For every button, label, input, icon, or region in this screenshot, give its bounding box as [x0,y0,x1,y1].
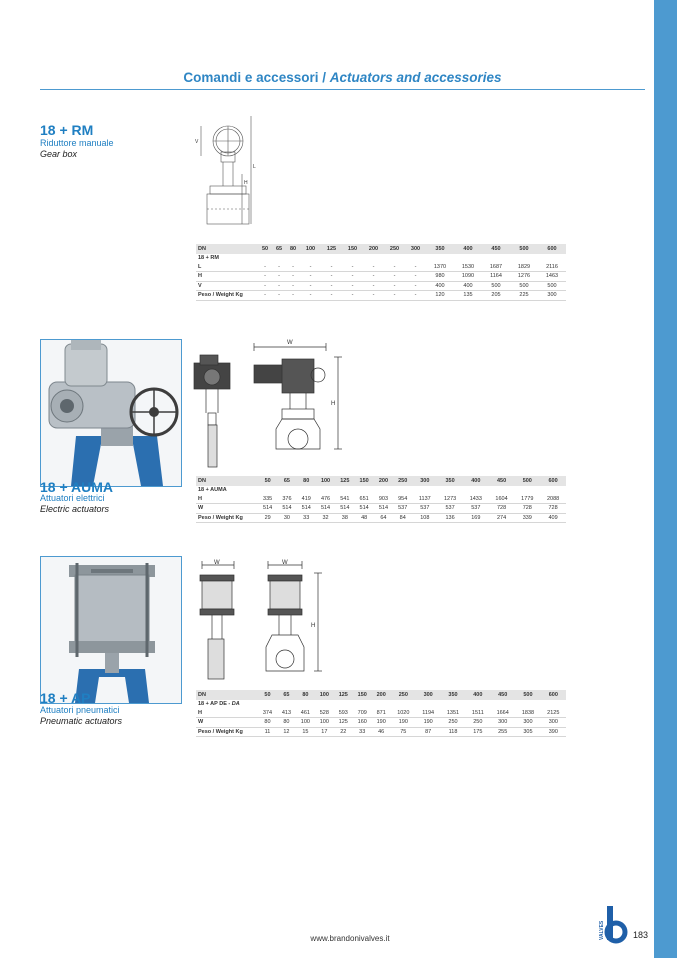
table-cell: 500 [482,281,510,291]
section-auma-subtitle-it: Attuatori elettrici [40,493,105,503]
table-cell: 728 [489,504,515,514]
table-subtitle-row [196,254,566,262]
auma-dimensions-table [196,476,566,523]
table-cell: - [384,281,405,291]
footer-website-url: www.brandonivalves.it [310,934,390,943]
table-cell: 2125 [541,708,566,718]
table-row [196,281,566,291]
header-cell: 450 [482,244,510,254]
table-subtitle-row [196,700,566,708]
table-cell: 537 [393,504,412,514]
table-cell: - [286,262,300,272]
table-cell: 400 [426,281,454,291]
table-cell: - [384,262,405,272]
table-cell: 413 [277,708,296,718]
row-label: W [196,718,258,728]
table-cell: 954 [393,494,412,504]
table-cell: 514 [258,504,277,514]
table-cell: 250 [466,718,490,728]
table-row [196,504,566,514]
table-cell: 500 [510,281,538,291]
table-cell: 1164 [482,272,510,282]
table-cell: 75 [391,727,416,737]
table-cell: 1194 [416,708,440,718]
table-cell: 136 [437,513,463,523]
table-cell: - [300,272,321,282]
header-cell: 100 [316,476,335,486]
dim-label-h: H [331,401,336,407]
table-cell: 903 [374,494,393,504]
table-cell: 300 [490,718,515,728]
table-cell: 87 [416,727,440,737]
header-cell: 300 [412,476,437,486]
pneumatic-actuator-technical-drawing [190,555,326,687]
table-cell: 728 [540,504,566,514]
table-cell: 300 [541,718,566,728]
table-cell: 160 [353,718,372,728]
header-cell: 300 [416,690,440,700]
table-header-row [196,476,566,486]
table-cell: 48 [354,513,373,523]
header-cell: 150 [342,244,363,254]
header-cell: 500 [510,244,538,254]
table-cell: 1433 [463,494,489,504]
table-cell: 274 [489,513,515,523]
table-cell: 528 [315,708,334,718]
table-cell: 80 [258,718,277,728]
header-cell: 250 [391,690,416,700]
table-cell: 1664 [490,708,515,718]
table-cell: 1511 [466,708,490,718]
table-cell: 500 [538,281,566,291]
dim-label-w: W [214,560,220,566]
header-cell: 300 [405,244,426,254]
table-row [196,272,566,282]
table-cell: - [405,262,426,272]
table-cell: 80 [277,718,296,728]
table-cell: 335 [258,494,277,504]
table-cell: 33 [297,513,316,523]
header-cell: 450 [489,476,515,486]
header-cell: 400 [463,476,489,486]
section-ap-title: 18 + AP [40,690,91,706]
table-cell: 1020 [391,708,416,718]
table-subtitle [196,700,566,708]
header-cell: 400 [454,244,482,254]
table-cell: - [363,272,384,282]
table-cell: 593 [334,708,353,718]
table-cell: 38 [335,513,354,523]
table-cell: - [272,262,286,272]
header-cell: 50 [258,476,277,486]
table-cell: - [342,272,363,282]
table-cell: 514 [316,504,335,514]
table-cell: 17 [315,727,334,737]
header-cell: 600 [538,244,566,254]
table-cell: 84 [393,513,412,523]
table-cell: 118 [440,727,465,737]
table-cell: - [384,272,405,282]
header-cell: 200 [374,476,393,486]
table-cell: 190 [372,718,391,728]
row-label: H [196,708,258,718]
table-cell: 1351 [440,708,465,718]
table-cell: 461 [296,708,315,718]
dim-label-w: W [287,340,293,346]
header-cell: 500 [514,476,540,486]
table-cell: 2088 [540,494,566,504]
table-cell: 537 [412,504,437,514]
row-label: W [196,504,258,514]
table-cell: 125 [334,718,353,728]
section-rm-subtitle-en: Gear box [40,149,78,159]
table-cell: - [363,291,384,301]
table-cell: 100 [296,718,315,728]
table-cell: - [300,291,321,301]
page-title [40,70,645,85]
table-header-row [196,690,566,700]
dim-label-l: L [253,164,256,170]
table-cell: 1604 [489,494,515,504]
table-subtitle: 18 + AUMA [198,487,227,493]
header-cell: 600 [541,690,566,700]
side-accent-bar [654,0,677,958]
header-cell: 125 [334,690,353,700]
header-cell: 80 [297,476,316,486]
row-label: V [196,281,258,291]
table-cell: 871 [372,708,391,718]
table-cell: 300 [538,291,566,301]
table-cell: 29 [258,513,277,523]
row-label: H [196,272,258,282]
header-cell: 400 [466,690,490,700]
table-cell: - [405,291,426,301]
table-cell: - [272,281,286,291]
table-cell: 32 [316,513,335,523]
header-cell: 50 [258,690,277,700]
table-cell: 175 [466,727,490,737]
rm-dimensions-table [196,244,566,301]
table-subtitle-main: 18 + AP DE - [198,701,232,707]
page-title-en: Actuators and accessories [329,70,502,85]
table-cell: 728 [514,504,540,514]
header-cell: 250 [393,476,412,486]
table-cell: 390 [541,727,566,737]
table-cell: - [363,281,384,291]
title-divider [40,89,645,90]
table-cell: - [384,291,405,301]
dim-label-h: H [244,180,248,186]
table-cell: 64 [374,513,393,523]
section-auma-title: 18 + AUMA [40,479,114,495]
dim-label-w: W [282,560,288,566]
table-cell: 1779 [514,494,540,504]
table-cell: - [321,281,342,291]
header-cell: 350 [440,690,465,700]
table-cell: - [286,291,300,301]
header-cell: 50 [258,244,272,254]
table-cell: - [342,291,363,301]
header-cell: 65 [277,690,296,700]
table-cell: 15 [296,727,315,737]
table-cell: - [272,291,286,301]
row-label: L [196,262,258,272]
header-cell: 80 [286,244,300,254]
table-subtitle: 18 + RM [198,255,219,261]
table-row [196,513,566,523]
table-cell: 980 [426,272,454,282]
table-cell: - [342,262,363,272]
header-cell: 250 [384,244,405,254]
table-cell: - [258,281,272,291]
header-cell: 200 [372,690,391,700]
table-cell: 250 [440,718,465,728]
table-cell: 108 [412,513,437,523]
table-cell: - [272,272,286,282]
section-rm-subtitle-it: Riduttore manuale [40,138,114,148]
table-cell: 419 [297,494,316,504]
table-cell: - [321,262,342,272]
table-cell: 1530 [454,262,482,272]
table-cell: 2116 [538,262,566,272]
table-cell: 1090 [454,272,482,282]
table-cell: 33 [353,727,372,737]
table-cell: - [258,262,272,272]
table-header-row [196,244,566,254]
page-title-separator: / [318,70,330,85]
header-cell: 450 [490,690,515,700]
header-cell: DN [196,476,258,486]
table-cell: - [321,272,342,282]
header-cell: 600 [540,476,566,486]
table-cell: 30 [277,513,296,523]
table-cell: 374 [258,708,277,718]
section-auma-subtitle-en: Electric actuators [40,504,110,514]
table-cell: - [286,281,300,291]
header-cell: 100 [315,690,334,700]
table-cell: 514 [297,504,316,514]
header-cell: DN [196,690,258,700]
header-cell: 65 [277,476,296,486]
table-cell: 190 [416,718,440,728]
section-ap-subtitle-en: Pneumatic actuators [40,716,123,726]
electric-actuator-technical-drawing [186,337,354,475]
table-cell: 537 [437,504,463,514]
gearbox-technical-drawing [194,112,264,240]
header-cell: 350 [426,244,454,254]
table-cell: 537 [463,504,489,514]
electric-actuator-photo [40,339,182,487]
pneumatic-actuator-photo [40,556,182,704]
table-cell: 514 [374,504,393,514]
row-label: Peso / Weight Kg [196,291,258,301]
table-cell: 225 [510,291,538,301]
ap-dimensions-table [196,690,566,737]
table-cell: 1276 [510,272,538,282]
header-cell: 150 [353,690,372,700]
header-cell: DN [196,244,258,254]
table-cell: 339 [514,513,540,523]
header-cell: 125 [321,244,342,254]
table-row [196,727,566,737]
table-cell: 1137 [412,494,437,504]
row-label: H [196,494,258,504]
table-cell: 709 [353,708,372,718]
header-cell: 65 [272,244,286,254]
table-cell: - [286,272,300,282]
header-cell: 80 [296,690,315,700]
row-label: Peso / Weight Kg [196,513,258,523]
page-title-it: Comandi e accessori [183,70,319,85]
table-subtitle-italic: DA [231,701,240,707]
header-cell: 350 [437,476,463,486]
table-cell: 514 [354,504,373,514]
table-cell: - [405,272,426,282]
header-cell: 500 [515,690,540,700]
table-cell: - [321,291,342,301]
table-cell: 1370 [426,262,454,272]
table-cell: - [300,281,321,291]
table-cell: 1829 [510,262,538,272]
table-cell: - [363,262,384,272]
header-cell: 200 [363,244,384,254]
section-ap-subtitle-it: Attuatori pneumatici [40,705,120,715]
table-cell: 12 [277,727,296,737]
table-cell: - [258,291,272,301]
table-cell: 100 [315,718,334,728]
row-label: Peso / Weight Kg [196,727,258,737]
logo-text: VALVES [599,920,605,940]
table-cell: 1463 [538,272,566,282]
table-row [196,291,566,301]
table-cell: - [405,281,426,291]
table-cell: 541 [335,494,354,504]
table-row [196,718,566,728]
table-cell: 120 [426,291,454,301]
table-cell: 1273 [437,494,463,504]
section-rm-title: 18 + RM [40,122,94,138]
table-cell: 514 [335,504,354,514]
dim-label-v: V [195,139,199,145]
table-cell: 1687 [482,262,510,272]
table-cell: 651 [354,494,373,504]
table-row [196,708,566,718]
table-row [196,494,566,504]
table-subtitle-row [196,486,566,494]
table-cell: - [300,262,321,272]
table-row [196,262,566,272]
table-cell: 190 [391,718,416,728]
table-cell: 400 [454,281,482,291]
table-cell: - [342,281,363,291]
table-cell: 300 [515,718,540,728]
table-cell: 255 [490,727,515,737]
table-cell: 305 [515,727,540,737]
table-cell: 1838 [515,708,540,718]
table-cell: - [258,272,272,282]
header-cell: 100 [300,244,321,254]
brandoni-logo [594,904,630,944]
table-cell: 476 [316,494,335,504]
table-cell: 169 [463,513,489,523]
table-cell: 514 [277,504,296,514]
dim-label-h: H [311,623,316,629]
table-cell: 135 [454,291,482,301]
page-number: 183 [633,930,649,940]
table-cell: 11 [258,727,277,737]
table-cell: 46 [372,727,391,737]
header-cell: 150 [354,476,373,486]
table-cell: 409 [540,513,566,523]
table-cell: 376 [277,494,296,504]
header-cell: 125 [335,476,354,486]
table-cell: 22 [334,727,353,737]
table-cell: 205 [482,291,510,301]
